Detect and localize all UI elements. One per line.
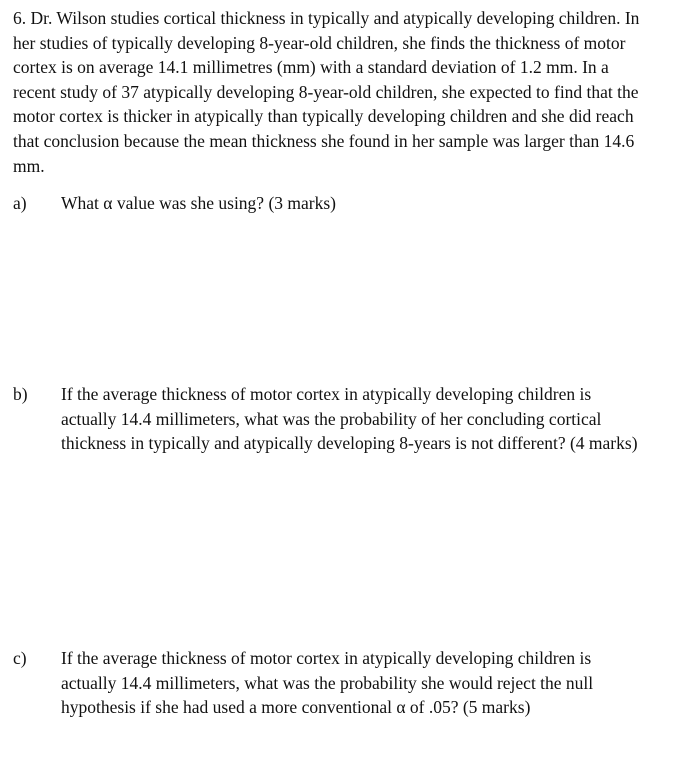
part-a-label: a) [13, 193, 27, 213]
part-a-text: What α value was she using? (3 marks) [61, 193, 336, 213]
part-c-text: If the average thickness of motor cortex in atypically developing children is actually 14.4 millimeters, what was the probability she would reject the null hypothesis if she had used a more conventional α of .05? (5 marks) [61, 648, 594, 718]
part-b-label: b) [13, 384, 28, 404]
part-c-label: c) [13, 648, 27, 668]
part-b-text: If the average thickness of motor cortex in atypically developing children is actually 14.4 millimeters, what was the probability of her concluding cortical thickness in typically and atypically developing 8-years is not different? (4 marks) [61, 384, 638, 454]
question-stem: 6. Dr. Wilson studies cortical thickness in typically and atypically developing children. In her studies of typically developing 8-year-old children, she finds the thickness of motor cortex is on average 14.1 millimetres (mm) with a standard deviation of 1.2 mm. In a recent study of 37 atypically developing 8-year-old children, she expected to find that the motor cortex is thicker in atypically than typically developing children and she did reach that conclusion because the mean thickness she found in her sample was larger than 14.6 mm. [13, 8, 640, 176]
